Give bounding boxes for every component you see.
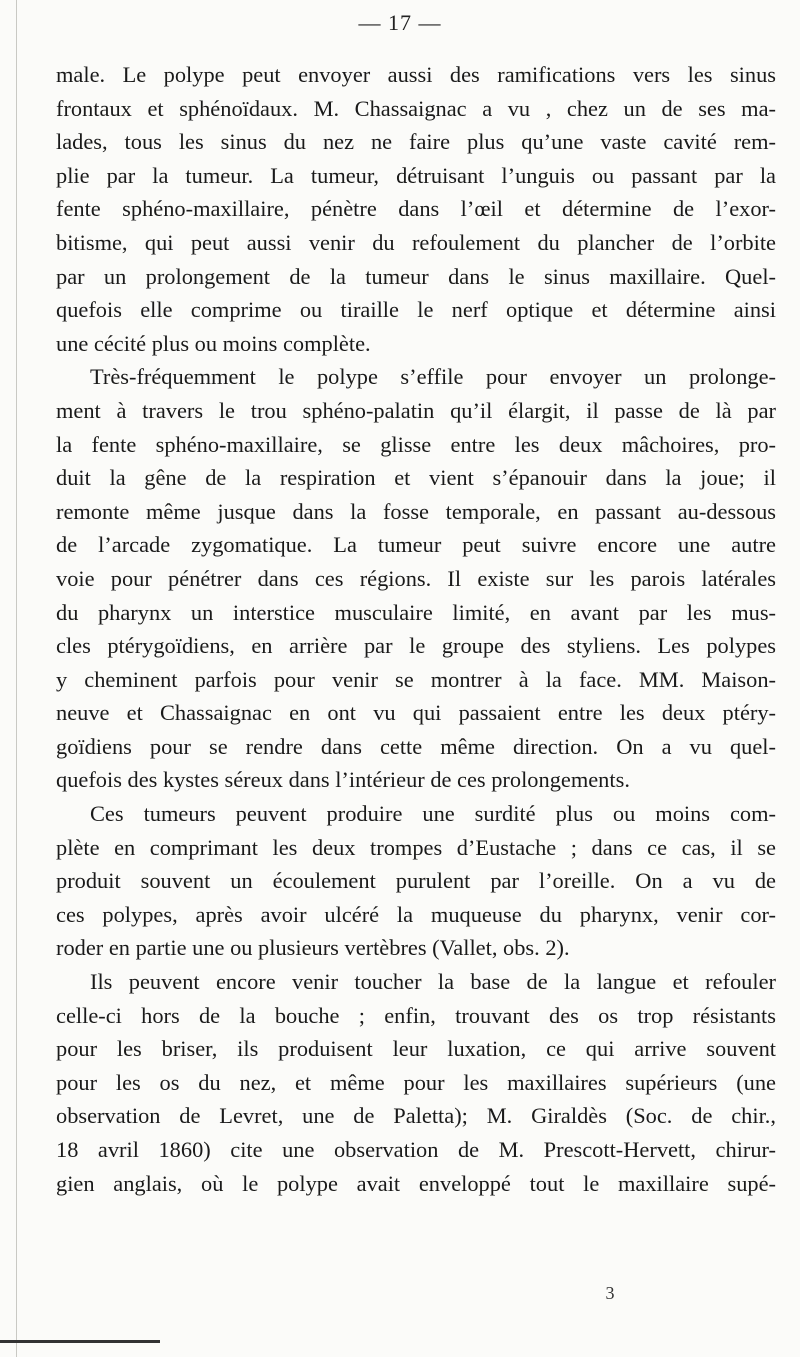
bottom-edge-mark: [0, 1340, 160, 1343]
text-line: bitisme, qui peut aussi venir du refoulement du plancher de l’orbite: [56, 229, 776, 255]
text-line: une cécité plus ou moins complète.: [56, 330, 371, 356]
text-line: plète en comprimant les deux trompes d’Eustache ; dans ce cas, il se: [56, 834, 776, 860]
text-line: par un prolongement de la tumeur dans le sinus maxillaire. Quel-: [56, 263, 776, 289]
text-line: ces polypes, après avoir ulcéré la muqueuse du pharynx, venir cor-: [56, 901, 776, 927]
text-line: la fente sphéno-maxillaire, se glisse entre les deux mâchoires, pro-: [56, 431, 776, 457]
text-line: pour les os du nez, et même pour les maxillaires supérieurs (une: [56, 1069, 776, 1095]
text-line: y cheminent parfois pour venir se montrer à la face. MM. Maison-: [56, 666, 776, 692]
text-line: Très-fréquemment le polype s’effile pour envoyer un prolonge-: [90, 364, 776, 390]
text-line: cles ptérygoïdiens, en arrière par le groupe des styliens. Les polypes: [56, 633, 776, 659]
text-line: quefois elle comprime ou tiraille le nerf optique et détermine ainsi: [56, 297, 776, 323]
text-line: 18 avril 1860) cite une observation de M. Prescott-Hervett, chirur-: [56, 1137, 776, 1162]
page-number: — 17 —: [358, 10, 442, 35]
text-line: Ils peuvent encore venir toucher la base de la langue et refouler: [90, 969, 776, 995]
text-line: plie par la tumeur. La tumeur, détruisant l’unguis ou passant par la: [56, 162, 776, 188]
text-line: remonte même jusque dans la fosse temporale, en passant au-dessous: [56, 498, 776, 524]
text-line: produit souvent un écoulement purulent par l’oreille. On a vu de: [56, 868, 776, 894]
page-gutter-rule: [16, 0, 17, 1357]
text-line: observation de Levret, une de Paletta); M. Giraldès (Soc. de chir.,: [56, 1103, 776, 1129]
text-line: Ces tumeurs peuvent produire une surdité plus ou moins com-: [90, 801, 776, 827]
text-line: celle-ci hors de la bouche ; enfin, trouvant des os trop résistants: [56, 1002, 776, 1028]
text-line: roder en partie une ou plusieurs vertèbres (Vallet, obs. 2).: [56, 935, 570, 961]
text-line: duit la gêne de la respiration et vient s’épanouir dans la joue; il: [56, 465, 776, 491]
text-line: lades, tous les sinus du nez ne faire plus qu’une vaste cavité rem-: [56, 129, 776, 155]
signature-mark: 3: [605, 1283, 615, 1303]
text-line: ment à travers le trou sphéno-palatin qu’il élargit, il passe de là par: [56, 397, 776, 423]
text-line: fente sphéno-maxillaire, pénètre dans l’œil et détermine de l’exor-: [56, 196, 776, 222]
text-line: quefois des kystes séreux dans l’intérieur de ces prolongements.: [56, 767, 630, 793]
text-line: goïdiens pour se rendre dans cette même direction. On a vu quel-: [56, 733, 776, 759]
text-line: du pharynx un interstice musculaire limité, en avant par les mus-: [56, 599, 776, 625]
text-line: frontaux et sphénoïdaux. M. Chassaignac a vu , chez un de ses ma-: [56, 95, 776, 121]
text-line: neuve et Chassaignac en ont vu qui passaient entre les deux ptéry-: [56, 700, 776, 726]
text-line: pour les briser, ils produisent leur luxation, ce qui arrive souvent: [56, 1036, 776, 1062]
body-text: [56, 58, 776, 1200]
text-line: male. Le polype peut envoyer aussi des ramifications vers les sinus: [56, 62, 776, 87]
text-line: gien anglais, où le polype avait enveloppé tout le maxillaire supé-: [56, 1170, 776, 1196]
text-line: voie pour pénétrer dans ces régions. Il existe sur les parois latérales: [56, 565, 776, 591]
text-line: de l’arcade zygomatique. La tumeur peut suivre encore une autre: [56, 532, 776, 558]
